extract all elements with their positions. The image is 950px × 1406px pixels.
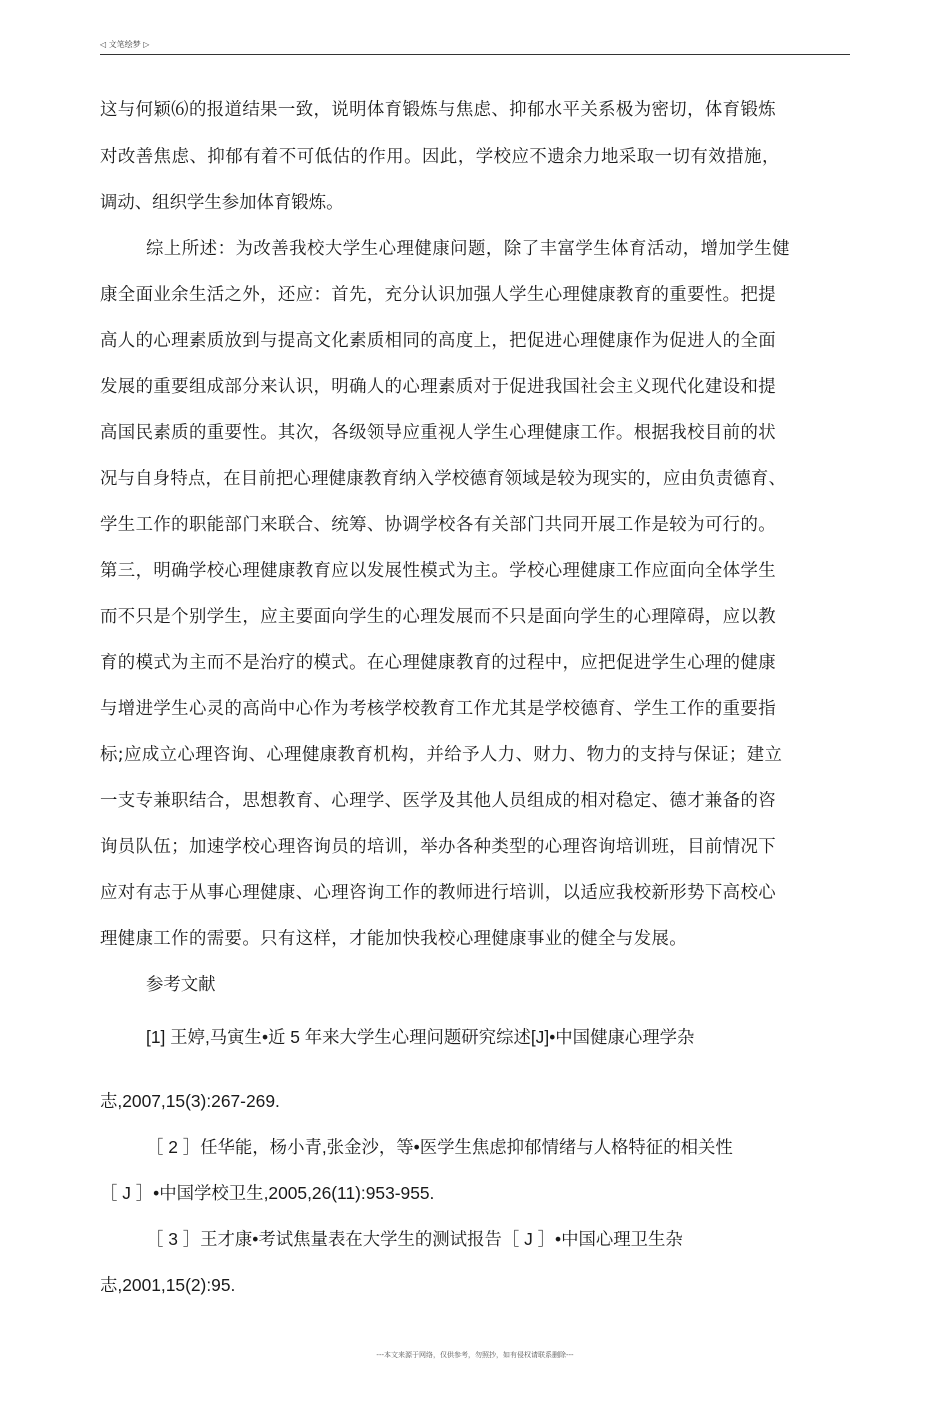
paragraph-2-line-12: 标;应成立心理咨询、心理健康教育机构，并给予人力、财力、物力的支持与保证；建立 (100, 745, 783, 765)
text-line: 这与何颖⑹的报道结果一致，说明体育锻炼与焦虑、抑郁水平关系极为密切，体育锻炼 (100, 100, 777, 120)
paragraph-2-line-4: 发展的重要组成部分来认识，明确人的心理素质对于促进我国社会主义现代化建设和提 (100, 377, 777, 397)
paragraph-2-line-3: 高人的心理素质放到与提高文化素质相同的高度上，把促进心理健康作为促进人的全面 (100, 331, 777, 351)
paragraph-2-line-9: 而不只是个别学生，应主要面向学生的心理发展而不只是面向学生的心理障碍，应以教 (100, 607, 777, 627)
paragraph-2-line-13: 一支专兼职结合，思想教育、心理学、医学及其他人员组成的相对稳定、德才兼备的咨 (100, 791, 777, 811)
reference-2-line-1: ［ 2 ］任华能，杨小青,张金沙，等•医学生焦虑抑郁情绪与人格特征的相关性 (146, 1137, 733, 1157)
paragraph-1-line-2: 对改善焦虑、抑郁有着不可低估的作用。因此，学校应不遗余力地采取一切有效措施， (100, 147, 780, 167)
paragraph-2-line-6: 况与自身特点，在目前把心理健康教育纳入学校德育领域是较为现实的，应由负责德育、 (100, 469, 787, 489)
paragraph-2-line-16: 理健康工作的需要。只有这样，才能加快我校心理健康事业的健全与发展。 (100, 929, 688, 949)
page-header (100, 40, 850, 55)
reference-1-line-2: 志,2007,15(3):267-269. (100, 1091, 280, 1111)
paragraph-2-line-1: 综上所述：为改善我校大学生心理健康问题，除了丰富学生体育活动，增加学生健 (146, 239, 791, 259)
paragraph-2-line-5: 高国民素质的重要性。其次，各级领导应重视人学生心理健康工作。根据我校目前的状 (100, 423, 777, 443)
paragraph-2-line-14: 询员队伍；加速学校心理咨询员的培训，举办各种类型的心理咨询培训班，目前情况下 (100, 837, 777, 857)
paragraph-2-line-8: 第三，明确学校心理健康教育应以发展性模式为主。学校心理健康工作应面向全体学生 (100, 561, 777, 581)
references-heading: 参考文献 (146, 975, 216, 995)
paragraph-2-line-7: 学生工作的职能部门来联合、统筹、协调学校各有关部门共同开展工作是较为可行的。 (100, 515, 777, 535)
paragraph-2-line-10: 育的模式为主而不是治疗的模式。在心理健康教育的过程中，应把促进学生心理的健康 (100, 653, 777, 673)
reference-2-line-2: ［ J ］•中国学校卫生,2005,26(11):953-955. (100, 1183, 435, 1203)
paragraph-1-line-3: 调动、组织学生参加体育锻炼。 (100, 193, 344, 213)
paragraph-2-line-15: 应对有志于从事心理健康、心理咨询工作的教师进行培训，以适应我校新形势下高校心 (100, 883, 777, 903)
page-footer: ---本文来源于网络，仅供参考，勿照抄，如有侵权请联系删除--- (376, 1351, 574, 1359)
paragraph-2-line-2: 康全面业余生活之外，还应：首先，充分认识加强人学生心理健康教育的重要性。把提 (100, 285, 777, 305)
reference-3-line-2: 志,2001,15(2):95. (100, 1275, 236, 1295)
paragraph-1-line-1 (100, 99, 776, 121)
paragraph-2-line-11: 与增进学生心灵的高尚中心作为考核学校教育工作尤其是学校德育、学生工作的重要指 (100, 699, 777, 719)
reference-1-line-1: [1] 王婷,马寅生•近 5 年来大学生心理问题研究综述[J]•中国健康心理学杂 (146, 1027, 695, 1047)
header-text: ◁ 文笔绘梦 ▷ (100, 40, 150, 49)
reference-3-line-1: ［ 3 ］王才康•考试焦量表在大学生的测试报告［ J ］•中国心理卫生杂 (146, 1229, 683, 1249)
